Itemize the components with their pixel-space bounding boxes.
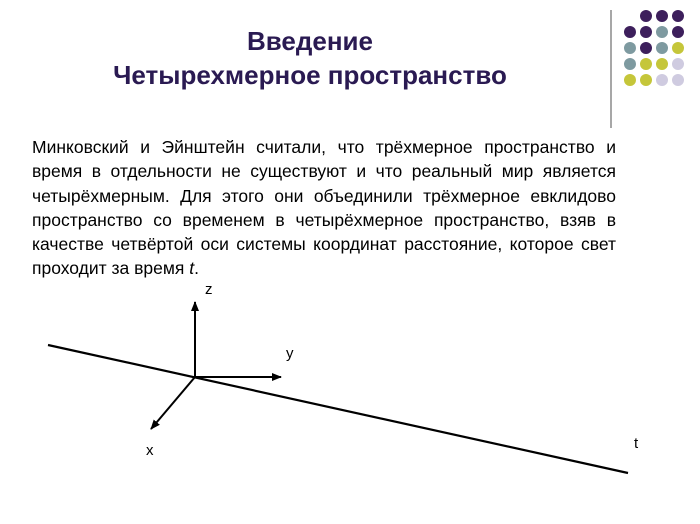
t-axis-label: t bbox=[634, 435, 639, 452]
body-text-period: . bbox=[194, 258, 200, 279]
title-line-2: Четырехмерное пространство bbox=[113, 60, 507, 90]
body-text-variable-t: t bbox=[189, 258, 195, 279]
title-line-1: Введение bbox=[247, 26, 373, 56]
body-text-main: Минковский и Эйнштейн считали, что трёхмерное пространство и время в отдельности не существуют и что реальный мир является четырёхмерным. Для этого они объединили трёхмерное евклидово пространство со временем в четырёхмерное пространство, взяв в качестве четвёртой оси системы координат расстояние, которое свет проходит за время bbox=[32, 137, 616, 279]
z-axis-label: z bbox=[205, 281, 213, 298]
x-axis-arrow bbox=[151, 377, 195, 429]
x-axis-label: x bbox=[146, 442, 154, 459]
y-axis-label: y bbox=[286, 345, 294, 362]
t-axis-line bbox=[48, 345, 628, 473]
